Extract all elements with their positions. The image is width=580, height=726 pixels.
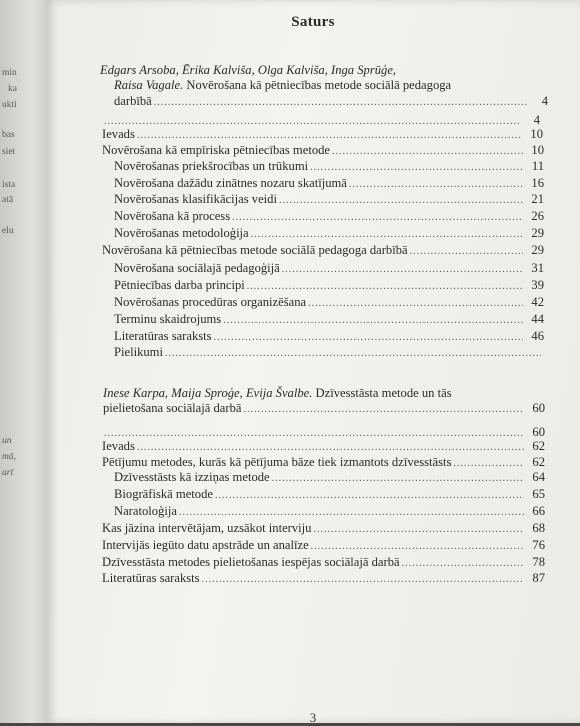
toc-leader bbox=[310, 160, 523, 175]
margin-fragment: un bbox=[2, 436, 12, 446]
margin-fragment: ukti bbox=[2, 100, 17, 110]
toc-leader bbox=[202, 572, 524, 587]
toc-page: 68 bbox=[532, 521, 545, 535]
page-number: 3 bbox=[309, 710, 317, 725]
toc-page: 29 bbox=[531, 226, 544, 240]
toc-page: 62 bbox=[532, 455, 545, 469]
margin-fragment: ista bbox=[2, 180, 16, 190]
margin-fragment: atā bbox=[2, 195, 14, 205]
toc-text: Literatūras saraksts bbox=[114, 329, 212, 343]
toc-entry bbox=[114, 487, 545, 503]
section1-authors-tail: Raisa Vagale. bbox=[114, 78, 184, 92]
toc-text: Biogrāfiskā metode bbox=[114, 487, 213, 501]
toc-page: 26 bbox=[531, 209, 544, 223]
toc-leader bbox=[308, 296, 523, 311]
toc-text: Kas jāzina intervētājam, uzsākot interviju bbox=[102, 521, 312, 535]
margin-fragment: ka bbox=[8, 84, 17, 94]
toc-text: Novērošana sociālajā pedagoģijā bbox=[114, 261, 280, 275]
table-of-contents bbox=[46, 0, 580, 723]
toc-text: Pētniecības darba principi bbox=[114, 278, 245, 292]
toc-leader bbox=[165, 346, 541, 361]
toc-text: pielietošana sociālajā darbā bbox=[103, 401, 242, 415]
toc-leader bbox=[453, 456, 524, 471]
toc-text: Naratoloģija bbox=[114, 504, 177, 518]
toc-page: 4 bbox=[533, 113, 540, 127]
toc-text: Intervijās iegūto datu apstrāde un analīze bbox=[102, 538, 309, 552]
toc-text: Ievads bbox=[102, 439, 135, 453]
toc-entry bbox=[114, 470, 545, 486]
toc-text: Dzīvesstāsts kā izziņas metode bbox=[114, 470, 270, 484]
toc-page: 29 bbox=[531, 243, 544, 257]
toc-page: 65 bbox=[532, 487, 545, 501]
section2-title-line2 bbox=[103, 401, 545, 417]
toc-text: Pētījumu metodes, kurās kā pētījuma bāze tiek izmantots dzīvesstāsts bbox=[102, 455, 452, 469]
toc-entry bbox=[114, 312, 544, 328]
toc-page: 44 bbox=[531, 312, 544, 326]
toc-page: 42 bbox=[531, 295, 544, 309]
toc-page: 4 bbox=[541, 94, 548, 108]
toc-page: 46 bbox=[531, 329, 544, 343]
section1-title: Novērošana kā pētniecības metode sociālā pedagoga bbox=[186, 78, 452, 92]
margin-fragment: bas bbox=[2, 130, 15, 140]
toc-page: 39 bbox=[531, 278, 544, 292]
toc-entry bbox=[114, 176, 544, 192]
page-title: Saturs bbox=[291, 14, 335, 30]
toc-page: 60 bbox=[532, 401, 545, 415]
margin-fragment: elu bbox=[2, 226, 14, 236]
toc-text: Ievads bbox=[102, 127, 135, 141]
toc-leader bbox=[332, 144, 523, 159]
toc-text: Pielikumi bbox=[114, 345, 163, 359]
toc-text: Novērošanas metodoloģija bbox=[114, 226, 249, 240]
toc-leader bbox=[279, 193, 523, 208]
toc-leader bbox=[311, 539, 524, 554]
toc-entry bbox=[114, 159, 544, 175]
toc-text: Novērošana dažādu zinātnes nozaru skatījumā bbox=[114, 176, 347, 190]
margin-fragment: min bbox=[2, 68, 17, 78]
toc-text: Novērošanas priekšrocības un trūkumi bbox=[114, 159, 309, 173]
toc-leader bbox=[137, 440, 524, 455]
toc-entry bbox=[102, 521, 545, 537]
section2-authors: Inese Karpa, Maija Sproģe, Evija Švalbe. bbox=[103, 386, 313, 400]
toc-entry bbox=[114, 261, 544, 277]
toc-text: darbībā bbox=[114, 94, 152, 108]
toc-text: Novērošanas procedūras organizēšana bbox=[114, 295, 307, 309]
toc-page: 64 bbox=[532, 470, 545, 484]
toc-leader bbox=[272, 471, 524, 486]
toc-leader bbox=[179, 505, 524, 520]
toc-leader bbox=[282, 262, 523, 277]
toc-page: 66 bbox=[532, 504, 545, 518]
toc-page: 10 bbox=[530, 127, 543, 141]
section2-title-line1 bbox=[103, 386, 452, 401]
toc-text: Novērošana kā empīriska pētniecības metode bbox=[102, 143, 331, 157]
toc-text: Novērošanas klasifikācijas veidi bbox=[114, 192, 277, 206]
toc-leader bbox=[349, 177, 523, 192]
toc-page: 87 bbox=[532, 571, 545, 585]
toc-text: Terminu skaidrojums bbox=[114, 312, 222, 326]
toc-leader bbox=[251, 227, 523, 242]
toc-entry bbox=[114, 345, 544, 361]
toc-entry bbox=[102, 455, 545, 471]
toc-text: Literatūras saraksts bbox=[102, 571, 200, 585]
toc-leader bbox=[243, 402, 524, 417]
toc-leader bbox=[410, 244, 523, 259]
toc-entry bbox=[102, 127, 543, 143]
toc-page: 11 bbox=[531, 159, 544, 173]
toc-entry bbox=[114, 192, 544, 208]
book-page bbox=[46, 0, 580, 723]
toc-entry bbox=[114, 295, 544, 311]
toc-page: 31 bbox=[531, 261, 544, 275]
toc-entry bbox=[102, 143, 544, 159]
toc-leader bbox=[214, 330, 523, 345]
toc-entry bbox=[114, 278, 544, 294]
margin-fragment: siet bbox=[2, 147, 16, 157]
toc-leader bbox=[247, 279, 523, 294]
section1-title-line2 bbox=[114, 94, 548, 110]
toc-leader bbox=[223, 313, 523, 328]
section1-title-line1 bbox=[114, 78, 451, 93]
toc-entry bbox=[114, 209, 544, 225]
toc-leader bbox=[313, 522, 524, 537]
toc-entry bbox=[102, 538, 545, 554]
toc-entry bbox=[102, 439, 545, 455]
toc-leader bbox=[402, 556, 524, 571]
toc-leader bbox=[232, 210, 523, 225]
section2-title: Dzīvesstāsta metode un tās bbox=[315, 386, 452, 400]
margin-fragment: mā, bbox=[2, 452, 16, 462]
toc-entry bbox=[102, 243, 544, 259]
toc-entry bbox=[102, 555, 545, 571]
toc-page: 78 bbox=[532, 555, 545, 569]
toc-entry bbox=[114, 226, 544, 242]
toc-page: 21 bbox=[531, 192, 544, 206]
toc-page: 62 bbox=[532, 439, 545, 453]
toc-page: 16 bbox=[531, 176, 544, 190]
toc-page: 60 bbox=[532, 425, 545, 439]
toc-page: 10 bbox=[531, 143, 544, 157]
toc-text: Novērošana kā process bbox=[114, 209, 231, 223]
toc-entry bbox=[102, 571, 545, 587]
toc-entry bbox=[114, 329, 544, 345]
section1-authors: Edgars Arsoba, Ērika Kalviša, Olga Kalviša, Inga Sprūģe, bbox=[100, 63, 397, 77]
toc-leader bbox=[154, 95, 527, 110]
facing-page-edge bbox=[0, 0, 46, 723]
toc-page: 76 bbox=[532, 538, 545, 552]
toc-text: Dzīvesstāsta metodes pielietošanas iespējas sociālajā darbā bbox=[102, 555, 400, 569]
toc-entry bbox=[114, 504, 545, 520]
toc-leader bbox=[137, 128, 522, 143]
toc-leader bbox=[215, 488, 524, 503]
toc-text: Novērošana kā pētniecības metode sociālā pedagoga darbībā bbox=[102, 243, 408, 257]
margin-fragment: arī bbox=[2, 468, 14, 478]
